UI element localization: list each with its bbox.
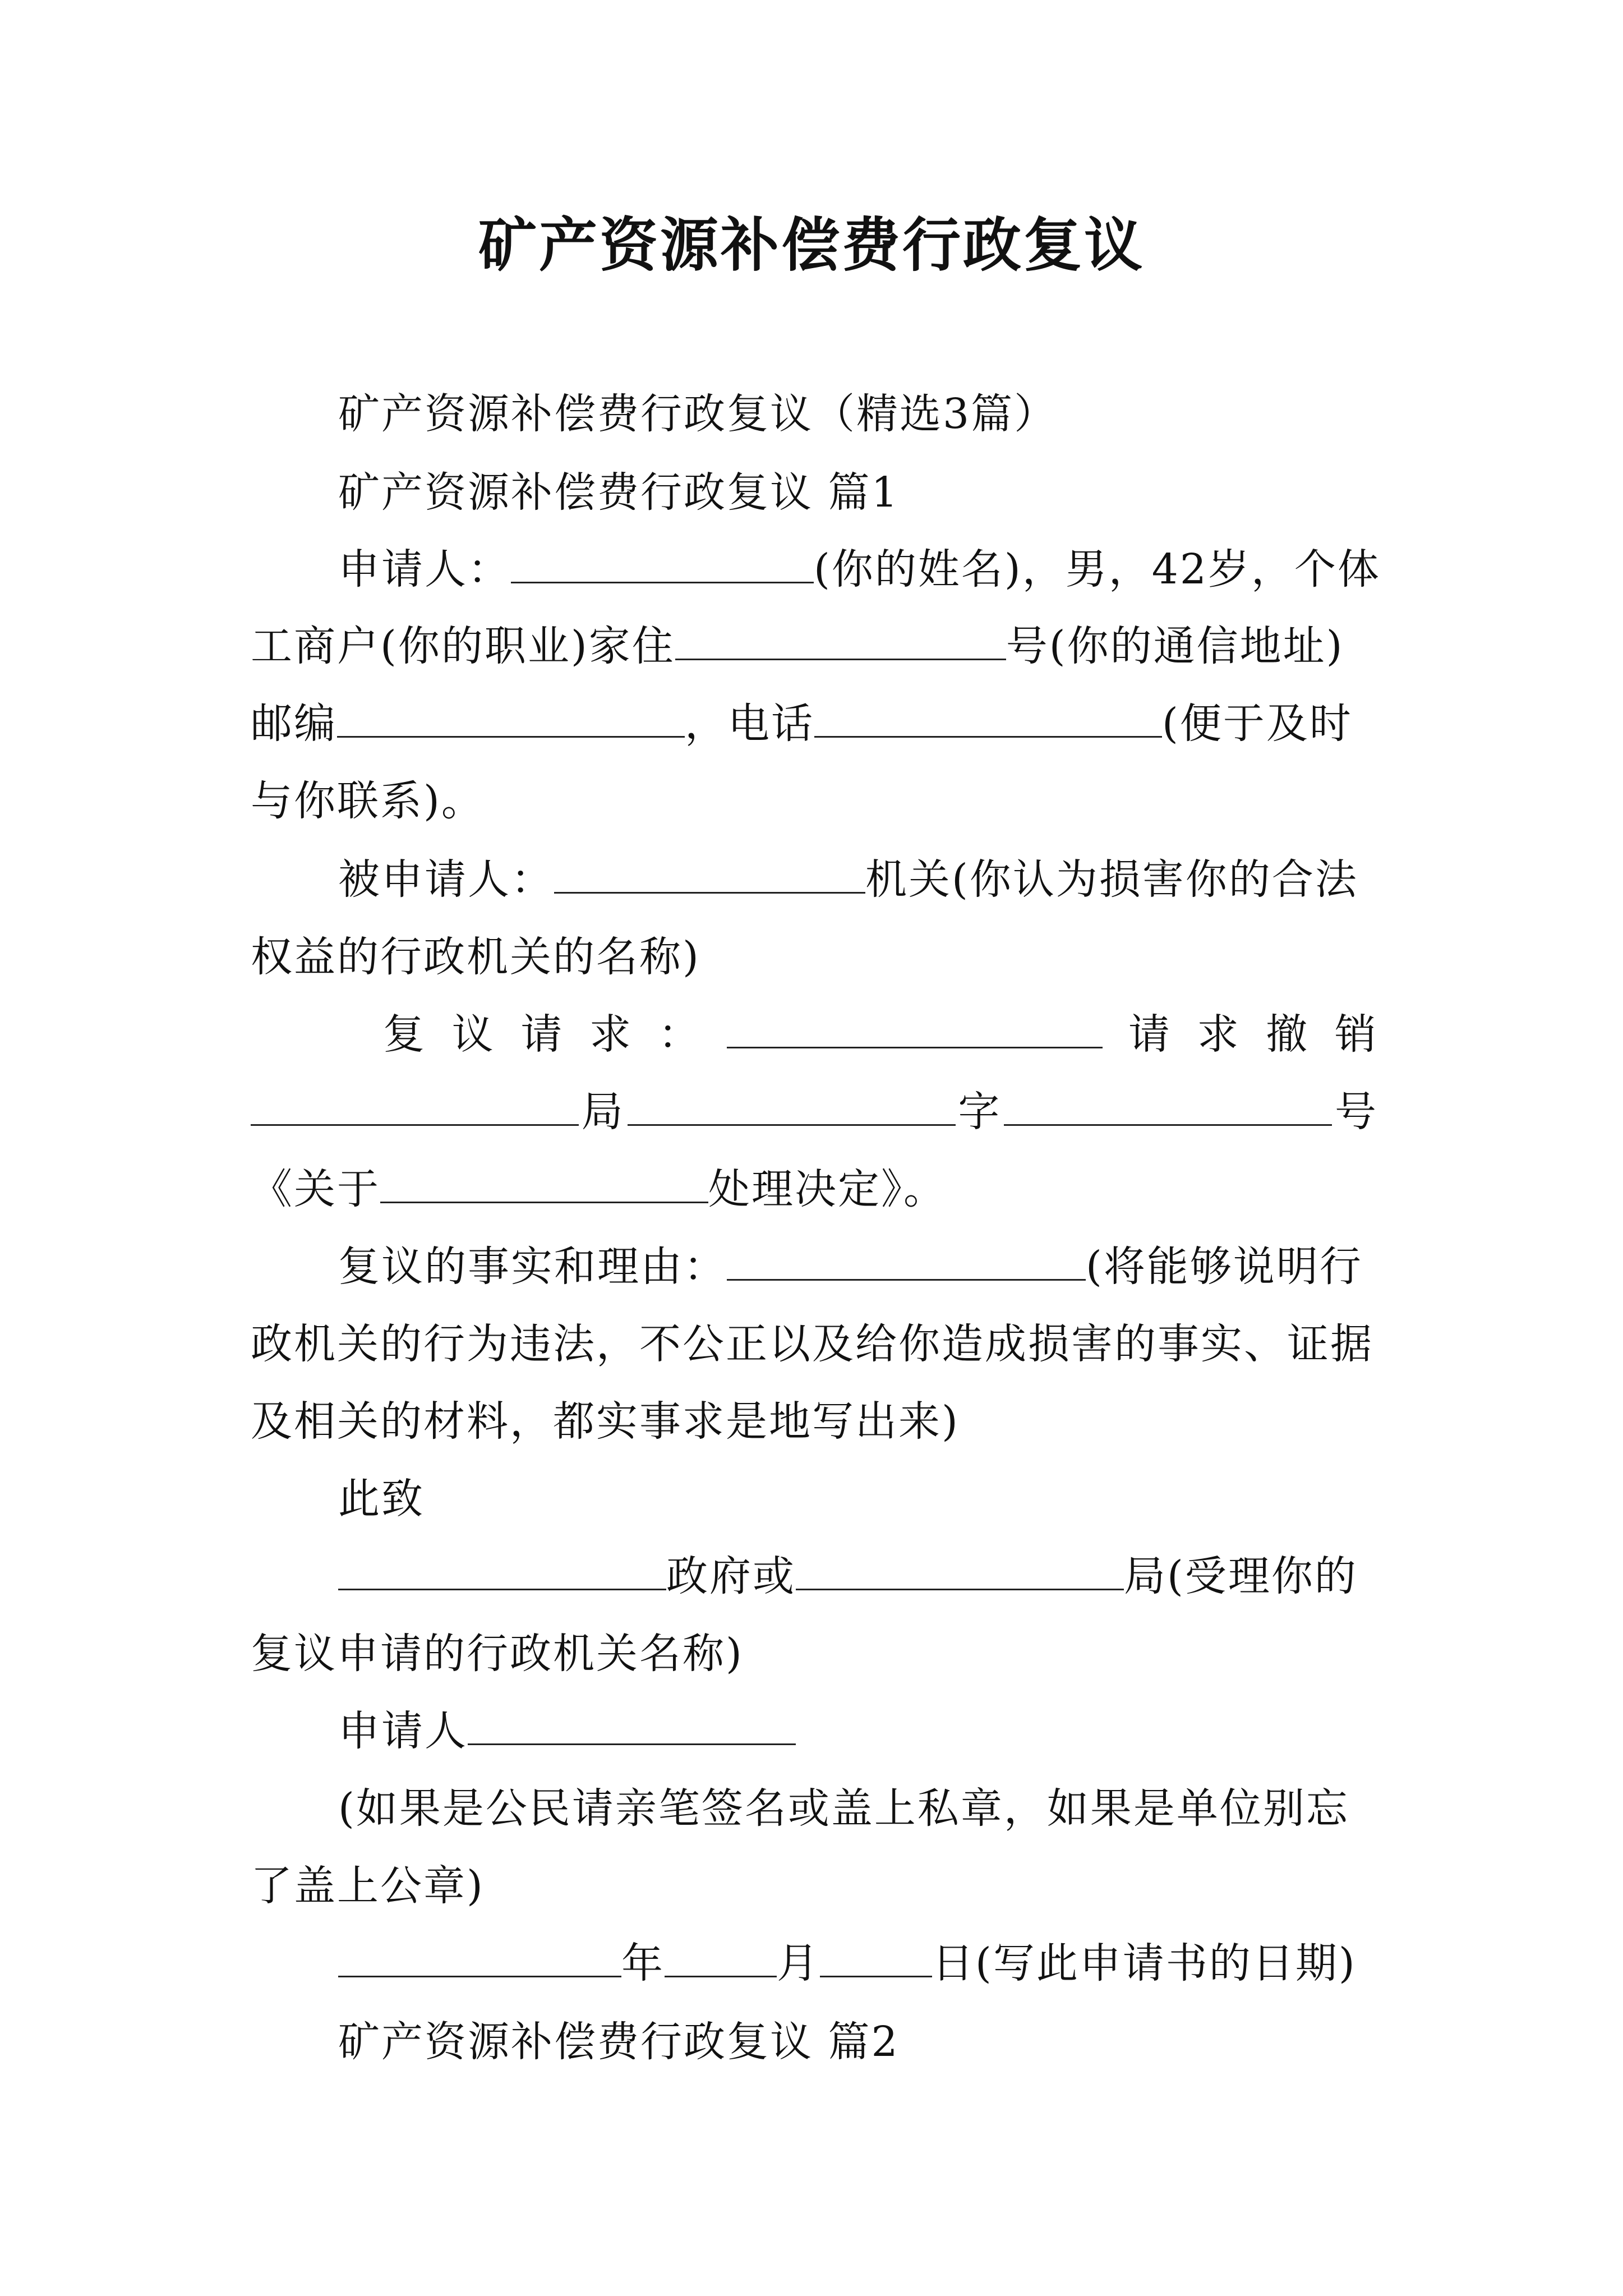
- signature-blank: [468, 1701, 796, 1745]
- page-title: 矿产资源补偿费行政复议: [478, 210, 1145, 279]
- name-blank: [511, 539, 814, 583]
- address-hint: 号(你的通信地址): [1006, 622, 1344, 670]
- facts-label: 复议的事实和理由：: [338, 1243, 727, 1291]
- gov-label: 政府或: [666, 1552, 796, 1600]
- request-tail-char: 求: [1197, 1010, 1241, 1059]
- piece2-heading: 矿产资源补偿费行政复议 篇2: [338, 2018, 900, 2066]
- year-label: 年: [621, 1939, 665, 1987]
- applicant-line-1: [338, 536, 1381, 603]
- zi-label: 字: [958, 1088, 1002, 1136]
- request-char: ：: [658, 1010, 702, 1059]
- request-char: 议: [451, 1010, 495, 1059]
- applicant-line-3: [251, 690, 1378, 757]
- applicant-label: 申请人：: [338, 545, 511, 593]
- request-char: 求: [589, 1010, 633, 1059]
- respondent-blank: [554, 849, 865, 894]
- decision-blank: [380, 1159, 708, 1203]
- recipient-line-2: 复议申请的行政机关名称): [251, 1630, 744, 1678]
- piece1-heading: 矿产资源补偿费行政复议 篇1: [338, 468, 900, 517]
- facts-line-3: 及相关的材料，都实事求是地写出来): [251, 1397, 960, 1446]
- applicant-line-2: [251, 613, 1378, 680]
- request-tail-char: 销: [1334, 1010, 1378, 1059]
- bureau-blank: [251, 1082, 579, 1126]
- signature-line: [338, 1697, 1378, 1765]
- respondent-hint: 机关(你认为损害你的合法: [865, 855, 1358, 904]
- hao-label: 号: [1334, 1088, 1378, 1136]
- signature-note-2: 了盖上公章): [251, 1862, 485, 1910]
- request-char: 复: [383, 1010, 426, 1059]
- postcode-blank: [337, 693, 685, 738]
- day-blank: [820, 1933, 932, 1977]
- month-label: 月: [777, 1939, 820, 1987]
- facts-hint: (将能够说明行: [1086, 1243, 1363, 1291]
- facts-blank: [727, 1236, 1086, 1281]
- applicant-occupation: 工商户(你的职业)家住: [251, 622, 675, 670]
- phone-hint: (便于及时: [1162, 700, 1353, 748]
- signature-label: 申请人: [338, 1707, 468, 1755]
- day-hint: 日(写此申请书的日期): [932, 1939, 1357, 1987]
- facts-line-1: [338, 1233, 1378, 1300]
- applicant-line-4: 与你联系)。: [251, 777, 485, 825]
- request-line-2: [251, 1078, 1378, 1145]
- request-blank: [727, 1004, 1103, 1048]
- bureau-label: 局: [581, 1088, 625, 1136]
- hao-blank: [1004, 1082, 1332, 1126]
- salutation: 此致: [338, 1475, 425, 1523]
- subtitle: 矿产资源补偿费行政复议（精选3篇）: [338, 390, 1058, 438]
- month-blank: [665, 1933, 777, 1977]
- respondent-line-2: 权益的行政机关的名称): [251, 933, 700, 981]
- phone-blank: [814, 693, 1162, 738]
- decision-suffix: 处理决定》。: [708, 1165, 947, 1213]
- request-tail-char: 请: [1128, 1010, 1172, 1059]
- bureau-hint: 局(受理你的: [1124, 1552, 1358, 1600]
- year-blank: [338, 1933, 621, 1977]
- signature-note-1: (如果是公民请亲笔签名或盖上私章，如果是单位别忘: [338, 1784, 1349, 1833]
- recipient-line-1: [338, 1543, 1378, 1610]
- postcode-label: 邮编: [251, 700, 337, 748]
- phone-label: ，电话: [685, 700, 814, 748]
- respondent-line-1: [338, 846, 1378, 913]
- request-char: 请: [520, 1010, 564, 1059]
- applicant-name-hint: (你的姓名)，男，42岁，个体: [814, 545, 1381, 593]
- decision-prefix: 《关于: [251, 1165, 380, 1213]
- address-blank: [675, 616, 1006, 660]
- respondent-label: 被申请人：: [338, 855, 554, 904]
- request-tail-char: 撤: [1266, 1010, 1310, 1059]
- request-line-1: [383, 1001, 1378, 1068]
- gov-blank: [338, 1546, 666, 1590]
- zi-blank: [628, 1082, 956, 1126]
- facts-line-2: 政机关的行为违法，不公正以及给你造成损害的事实、证据: [251, 1320, 1373, 1368]
- date-line: [338, 1930, 1378, 1997]
- bureau-name-blank: [796, 1546, 1124, 1590]
- request-line-3: [251, 1156, 1378, 1223]
